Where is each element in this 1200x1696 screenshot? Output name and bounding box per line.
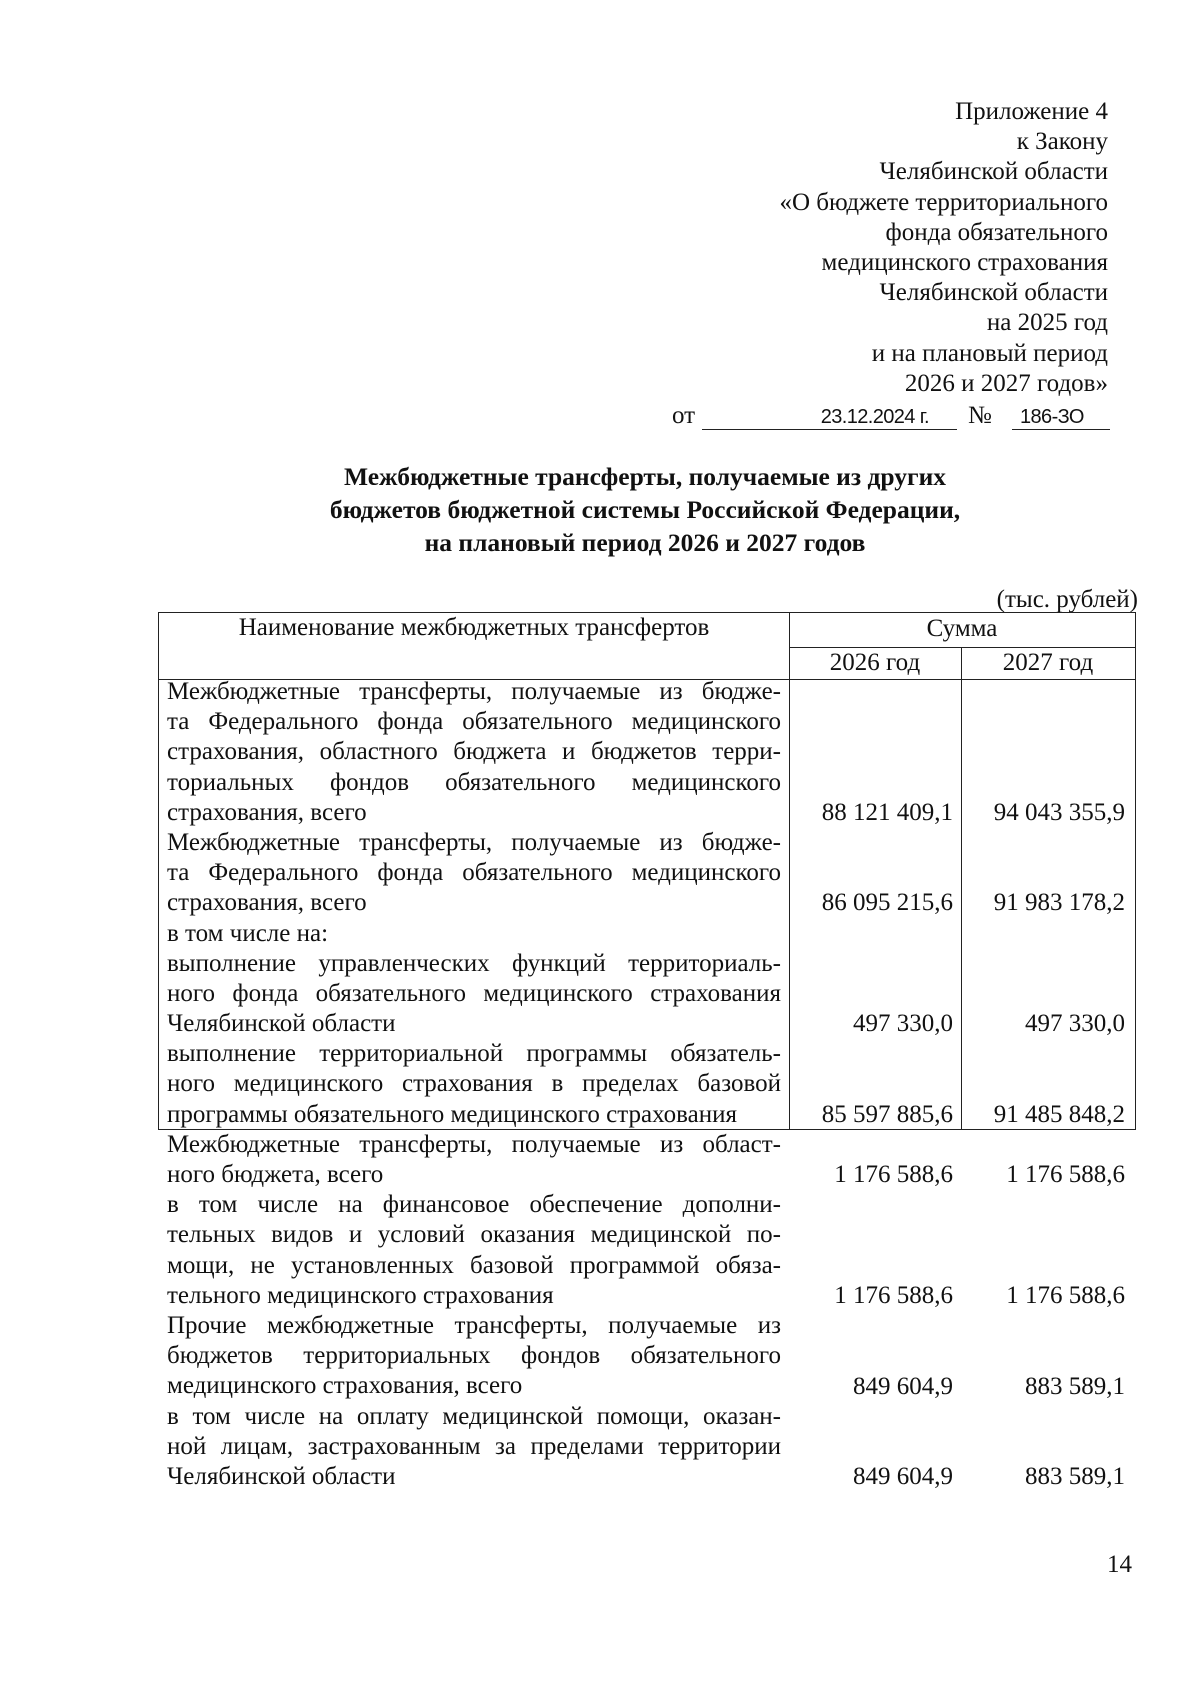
value-2027: 91 983 178,2	[993, 889, 1125, 917]
header-year-2027: 2027 год	[1002, 649, 1094, 676]
law-signature-row	[672, 400, 1110, 432]
value-2027: 1 176 588,6	[1006, 1282, 1125, 1309]
value-2027: 497 330,0	[1025, 1010, 1125, 1038]
header-name: Наименование межбюджетных трансфертов	[238, 614, 710, 641]
row-text: выполнение территориальной программы обязатель-	[167, 1040, 781, 1068]
column-divider	[789, 613, 790, 1129]
value-2026: 88 121 409,1	[821, 798, 953, 826]
value-2027: 94 043 355,9	[993, 798, 1125, 826]
appendix-line: медицинского страхования	[821, 249, 1108, 277]
title-line: Межбюджетные трансферты, получаемые из других	[343, 462, 947, 491]
row-text: бюджетов территориальных фондов обязательного	[167, 1342, 781, 1370]
value-2026: 849 604,9	[853, 1372, 953, 1400]
table-body-names	[167, 677, 781, 1492]
value-2027: 1 176 588,6	[1006, 1161, 1125, 1189]
appendix-line: Челябинской области	[879, 158, 1108, 186]
row-text: в том числе на:	[167, 919, 329, 947]
date-value: 23.12.2024 г.	[820, 406, 929, 428]
row-text: медицинского страхования, всего	[167, 1372, 523, 1400]
header-year-2026: 2026 год	[829, 649, 921, 676]
number-field	[1012, 403, 1110, 430]
value-2027: 91 485 848,2	[993, 1100, 1125, 1128]
row-text: страхования, областного бюджета и бюджетов терри-	[167, 738, 781, 766]
appendix-line: фонда обязательного	[885, 218, 1108, 246]
row-text: Межбюджетные трансферты, получаемые из бюдже-	[167, 678, 781, 705]
value-2026: 1 176 588,6	[834, 1161, 953, 1189]
appendix-line: на 2025 год	[986, 309, 1108, 337]
appendix-header	[548, 97, 1108, 399]
row-text: ториальных фондов обязательного медицинского	[167, 768, 781, 796]
header-sum: Сумма	[926, 615, 998, 642]
value-2026: 85 597 885,6	[821, 1100, 953, 1128]
row-text: ного медицинского страхования в пределах базовой	[167, 1070, 781, 1098]
row-text: в том числе на оплату медицинской помощи, оказан-	[167, 1402, 781, 1430]
row-text: Межбюджетные трансферты, получаемые из бюдже-	[167, 828, 781, 856]
appendix-line: к Закону	[1016, 128, 1108, 156]
value-2026: 497 330,0	[853, 1010, 953, 1038]
row-text: в том числе на финансовое обеспечение дополни-	[167, 1191, 781, 1219]
row-text: страхования, всего	[167, 798, 367, 826]
row-text: Прочие межбюджетные трансферты, получаемые из	[167, 1311, 781, 1339]
column-divider	[961, 647, 962, 1129]
value-2027: 883 589,1	[1025, 1463, 1125, 1491]
row-text: ного фонда обязательного медицинского страхования	[167, 979, 781, 1007]
row-text: тельных видов и условий оказания медицинской по-	[167, 1221, 781, 1249]
appendix-line: и на плановый период	[871, 339, 1108, 367]
value-2026: 1 176 588,6	[834, 1282, 953, 1309]
row-text: Челябинской области	[167, 1010, 396, 1038]
row-text: та Федерального фонда обязательного медицинского	[167, 708, 781, 736]
law-number-value: 186-ЗО	[1020, 406, 1084, 428]
row-text: ной лицам, застрахованным за пределами территории	[167, 1432, 781, 1460]
document-title	[160, 460, 1130, 559]
row-text: страхования, всего	[167, 889, 367, 917]
title-line: бюджетов бюджетной системы Российской Федерации,	[329, 495, 961, 524]
appendix-line: Челябинской области	[879, 279, 1108, 307]
title-line: на плановый период 2026 и 2027 годов	[424, 528, 866, 557]
row-text: тельного медицинского страхования	[167, 1281, 554, 1309]
value-2027: 883 589,1	[1025, 1372, 1125, 1400]
row-text: мощи, не установленных базовой программой обяза-	[167, 1251, 781, 1279]
number-label: №	[968, 402, 992, 429]
row-text: Челябинской области	[167, 1462, 396, 1490]
row-text: программы обязательного медицинского страхования	[167, 1100, 737, 1128]
appendix-line: 2026 и 2027 годов»	[904, 369, 1108, 397]
date-field	[702, 403, 957, 430]
row-text: ного бюджета, всего	[167, 1161, 384, 1188]
transfers-table	[158, 612, 1136, 1491]
unit-label: (тыс. рублей)	[996, 586, 1138, 613]
appendix-line: «О бюджете территориального	[779, 188, 1108, 216]
row-text: выполнение управленческих функций территориаль-	[167, 949, 781, 977]
row-text: Межбюджетные трансферты, получаемые из област-	[167, 1130, 781, 1158]
appendix-line: Приложение 4	[955, 98, 1108, 125]
value-2026: 849 604,9	[853, 1463, 953, 1491]
row-text: та Федерального фонда обязательного медицинского	[167, 859, 781, 887]
value-2026: 86 095 215,6	[821, 889, 953, 917]
page-number: 14	[1107, 1551, 1132, 1578]
from-label: от	[672, 402, 696, 429]
